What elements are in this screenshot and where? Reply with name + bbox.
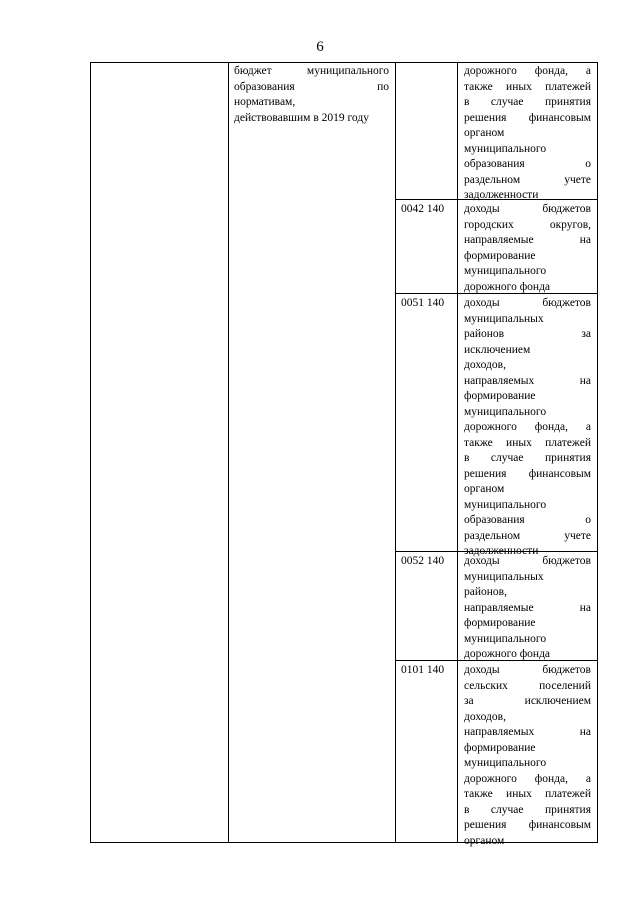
description-line: в случае принятия — [464, 96, 591, 108]
description-line: муниципальных — [464, 312, 544, 325]
budget-line: бюджет муниципального — [234, 65, 389, 77]
description-line: формирование — [464, 617, 536, 629]
description-line: муниципальных — [464, 570, 544, 583]
description-line: органом — [464, 834, 505, 847]
description-line: доходы бюджетов — [464, 555, 591, 567]
description-line: задолженности — [464, 189, 539, 201]
description-line: решения финансовым — [464, 467, 591, 480]
description-line: формирование — [464, 390, 536, 402]
column-divider-1 — [228, 62, 229, 843]
description-line: муниципального — [464, 265, 547, 277]
budget-line: образования по — [234, 80, 389, 93]
description-line: дорожного фонда — [464, 648, 551, 660]
description-line: направляемые на — [464, 234, 591, 246]
description-line: за исключением — [464, 695, 591, 707]
table-border-right — [597, 62, 598, 843]
description-line: муниципального — [464, 632, 547, 645]
description-line: дорожного фонда, а — [464, 421, 591, 433]
description-line: городских округов, — [464, 218, 591, 231]
description-line: доходы бюджетов — [464, 203, 591, 215]
kbk-code: 0042 140 — [401, 203, 445, 215]
description-line: направляемые на — [464, 601, 591, 614]
description-line: формирование — [464, 741, 536, 754]
description-cell — [464, 296, 591, 560]
description-line: муниципального — [464, 142, 547, 155]
description-line: также иных платежей — [464, 788, 591, 800]
description-line: решения финансовым — [464, 111, 591, 124]
description-line: исключением — [464, 343, 531, 356]
description-line: районов за — [464, 328, 591, 340]
description-line: направляемых на — [464, 374, 591, 387]
table-border-left — [90, 62, 91, 843]
description-line: раздельном учете — [464, 529, 591, 542]
description-line: доходы бюджетов — [464, 664, 591, 676]
description-line: направляемых на — [464, 726, 591, 738]
description-line: в случае принятия — [464, 803, 591, 816]
budget-line: действовавшим в 2019 году — [234, 111, 369, 124]
description-line: дорожного фонда, а — [464, 65, 591, 77]
description-line: задолженности — [464, 545, 539, 557]
description-line: органом — [464, 483, 505, 495]
description-line: доходов, — [464, 359, 506, 371]
description-line: образования о — [464, 514, 591, 526]
budget-line: нормативам, — [234, 96, 296, 108]
description-cell — [464, 202, 591, 295]
description-line: в случае принятия — [464, 452, 591, 464]
column-divider-3 — [457, 62, 458, 843]
page-number: 6 — [316, 39, 324, 55]
column-divider-2 — [395, 62, 396, 843]
budget-table — [90, 62, 598, 847]
kbk-code: 0052 140 — [401, 555, 445, 567]
description-line: районов, — [464, 586, 507, 598]
description-cell — [464, 554, 591, 663]
description-line: доходы бюджетов — [464, 297, 591, 309]
description-line: муниципального — [464, 498, 547, 511]
description-line: также иных платежей — [464, 80, 591, 93]
description-line: муниципального — [464, 405, 547, 418]
budget-cell — [234, 64, 389, 126]
table-border-top — [90, 62, 598, 63]
kbk-code: 0101 140 — [401, 664, 445, 676]
description-line: решения финансовым — [464, 819, 591, 831]
description-line: муниципального — [464, 757, 547, 769]
kbk-code: 0051 140 — [401, 297, 445, 309]
description-line: формирование — [464, 249, 536, 262]
description-line: дорожного фонда — [464, 280, 551, 293]
description-cell — [464, 663, 591, 849]
description-line: образования о — [464, 158, 591, 170]
description-line: раздельном учете — [464, 173, 591, 186]
description-line: органом — [464, 127, 505, 139]
description-line: дорожного фонда, а — [464, 772, 591, 785]
description-line: сельских поселений — [464, 679, 591, 692]
description-line: доходов, — [464, 710, 506, 723]
description-line: также иных платежей — [464, 436, 591, 449]
description-cell — [464, 64, 591, 204]
